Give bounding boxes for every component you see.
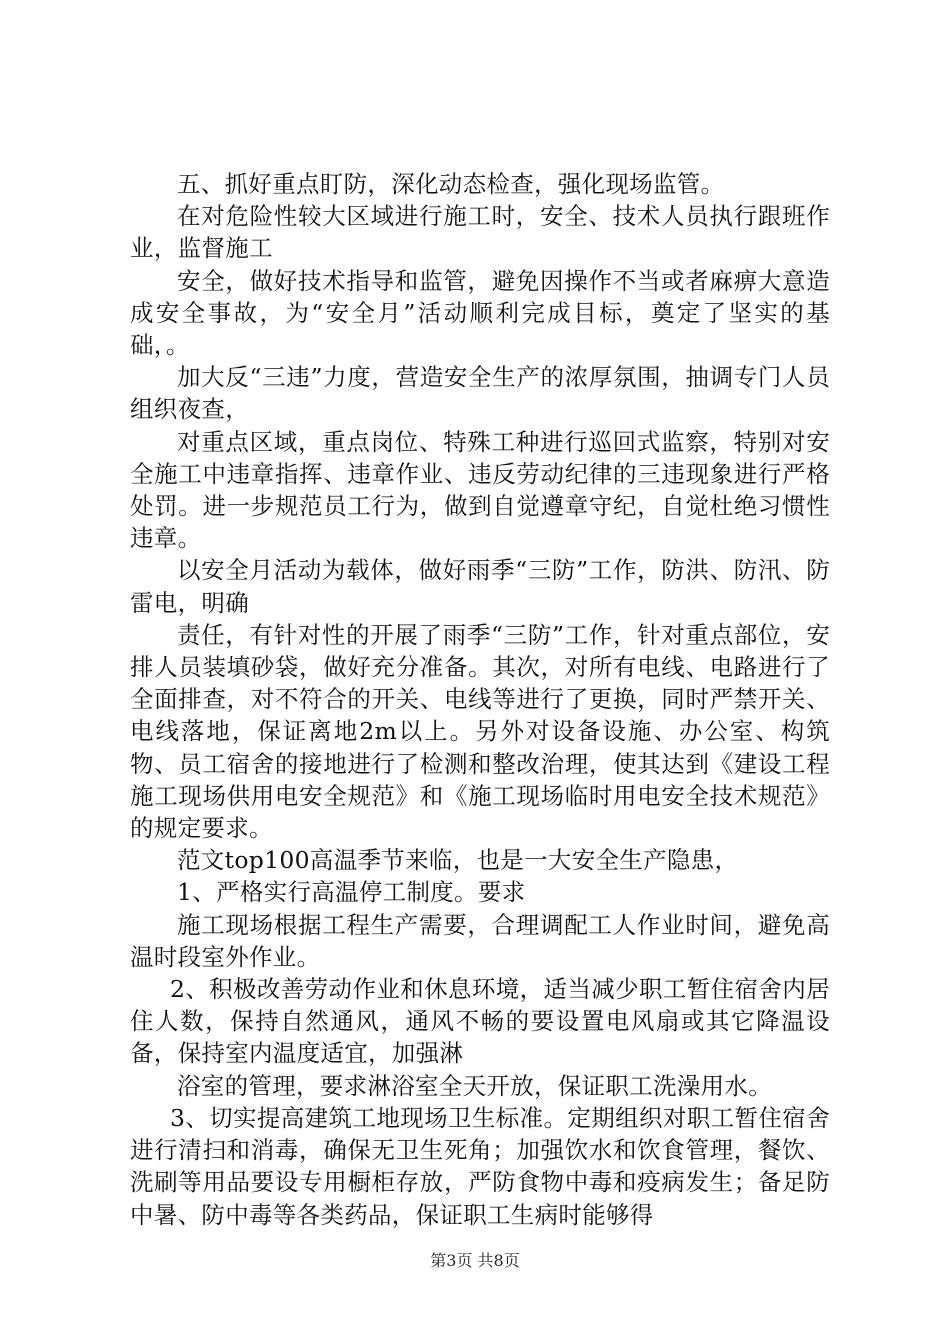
- paragraph: 在对危险性较大区域进行施工时，安全、技术人员执行跟班作业，监督施工: [130, 202, 830, 263]
- paragraph: 浴室的管理，要求淋浴室全天开放，保证职工洗澡用水。: [177, 1071, 772, 1100]
- paragraph: 范文top100高温季节来临，也是一大安全生产隐患，: [177, 846, 739, 875]
- paragraph-section-five-heading: 五、抓好重点盯防，深化动态检查，强化现场监管。: [177, 170, 725, 198]
- paragraph: 安全，做好技术指导和监管，避免因操作不当或者麻痹大意造成安全事故，为“安全月”活动顺利完成目标，奠定了坚实的基础，。: [130, 266, 830, 360]
- paragraph-item-one: 1、严格实行高温停工制度。要求: [177, 878, 526, 907]
- paragraph: 对重点区域，重点岗位、特殊工种进行巡回式监察，特别对安全施工中违章指挥、违章作业、违反劳动纪律的三违现象进行严格处罚。进一步规范员工行为，做到自觉遵章守纪，自觉杜绝习惯性违章。: [130, 427, 830, 553]
- paragraph-item-three: 3、切实提高建筑工地现场卫生标准。定期组织对职工暂住宿舍进行清扫和消毒，确保无卫生死角；加强饮水和饮食管理，餐饮、洗刷等用品要设专用橱柜存放，严防食物中毒和疫病发生；备足防中暑、防中毒等各类药品，保证职工生病时能够得: [130, 1103, 830, 1229]
- page-number-footer: 第3页 共8页: [430, 1251, 520, 1270]
- paragraph-item-two: 2、积极改善劳动作业和休息环境，适当减少职工暂住宿舍内居住人数，保持自然通风，通风不畅的要设置电风扇或其它降温设备，保持室内温度适宜，加强淋: [130, 975, 830, 1068]
- paragraph: 加大反“三违”力度，营造安全生产的浓厚氛围，抽调专门人员组织夜查，: [130, 363, 830, 424]
- paragraph: 施工现场根据工程生产需要，合理调配工人作业时间，避免高温时段室外作业。: [130, 910, 830, 971]
- paragraph: 责任，有针对性的开展了雨季“三防”工作，针对重点部位，安排人员装填砂袋，做好充分准备。其次，对所有电线、电路进行了全面排查，对不符合的开关、电线等进行了更换，同时严禁开关、电线落地，保证离地2m以上。另外对设备设施、办公室、构筑物、员工宿舍的接地进行了检测和整改治理，使其达到《建设工程施工现场供用电安全规范》和《施工现场临时用电安全技术规范》的规定要求。: [130, 620, 830, 843]
- paragraph: 以安全月活动为载体，做好雨季“三防”工作，防洪、防汛、防雷电，明确: [130, 556, 830, 617]
- document-body: [130, 168, 830, 1231]
